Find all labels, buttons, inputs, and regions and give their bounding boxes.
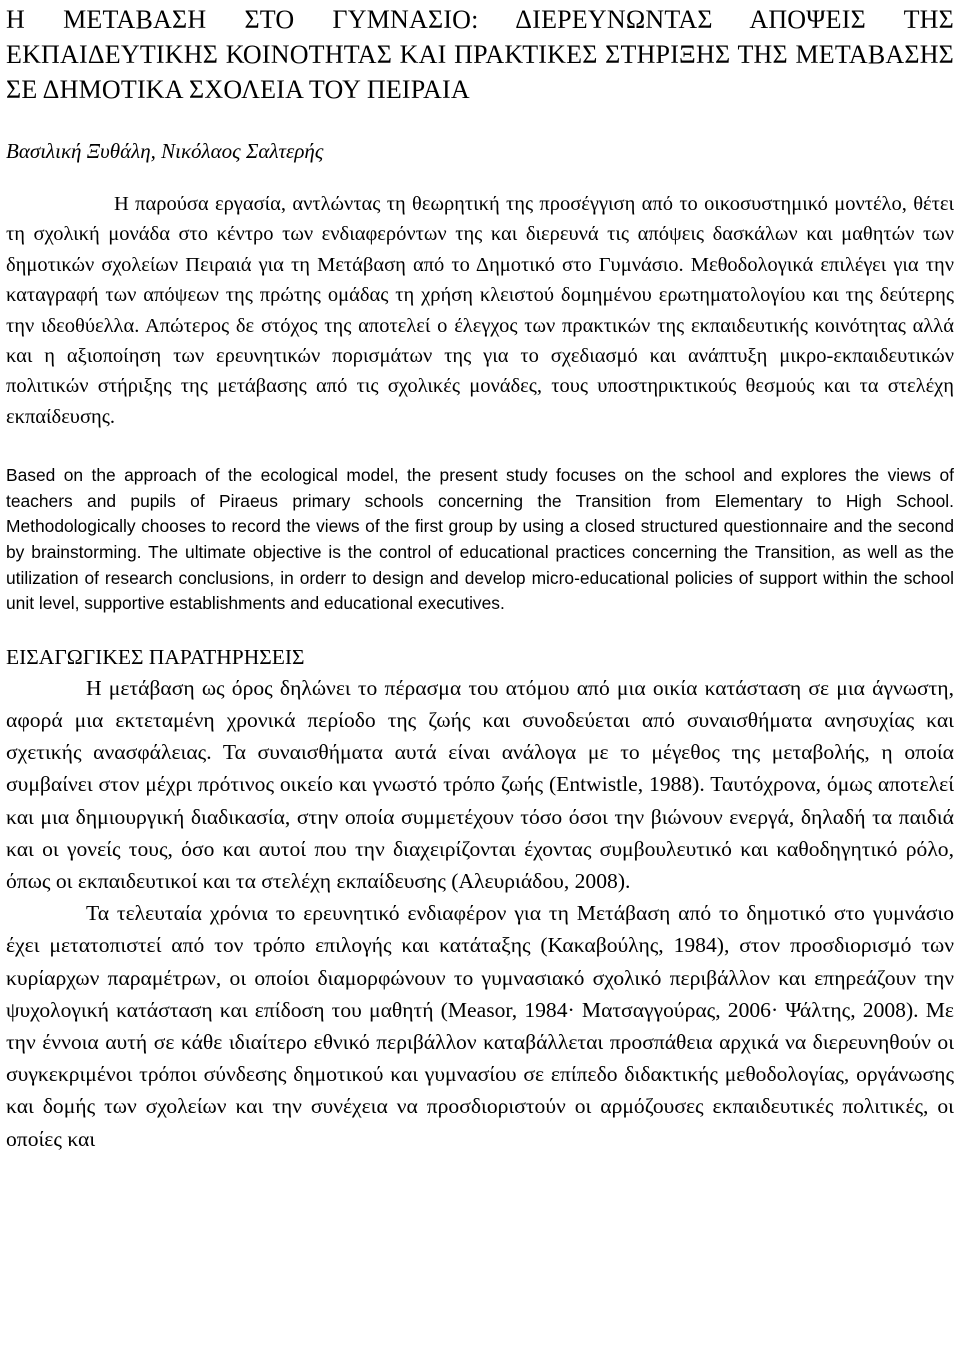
- abstract-greek: Η παρούσα εργασία, αντλώντας τη θεωρητική της προσέγγιση από το οικοσυστημικό μοντέλο, θέτει τη σχολική μονάδα στο κέντρο των ενδιαφερόντων της και διερευνά τις απόψεις δασκάλων και μαθητών των δημοτικών σχολείων Πειραιά για τη Μετάβαση από το Δημοτικό στο Γυμνάσιο. Μεθοδολογικά επιλέγει για την καταγραφή των απόψεων της πρώτης ομάδας τη χρήση κλειστού δομημένου ερωτηματολογίου και της δεύτερης την ιδεοθύελλα. Απώτερος δε στόχος της αποτελεί ο έλεγχος των πρακτικών της εκπαιδευτικής κοινότητας αλλά και η αξιοποίηση των ερευνητικών πορισμάτων της για το σχεδιασμό και ανάπτυξη μικρο-εκπαιδευτικών πολιτικών στήριξης της μετάβασης από τις σχολικές μονάδες, τους υποστηρικτικούς θεσμούς και τα στελέχη εκπαίδευσης.: [6, 193, 954, 428]
- paper-title: Η ΜΕΤΑΒΑΣΗ ΣΤΟ ΓΥΜΝΑΣΙΟ: ΔΙΕΡΕΥΝΩΝΤΑΣ ΑΠΟΨΕΙΣ ΤΗΣ ΕΚΠΑΙΔΕΥΤΙΚΗΣ ΚΟΙΝΟΤΗΤΑΣ ΚΑΙ ΠΡΑΚΤΙΚΕΣ ΣΤΗΡΙΞΗΣ ΤΗΣ ΜΕΤΑΒΑΣΗΣ ΣΕ ΔΗΜΟΤΙΚΑ ΣΧΟΛΕΙΑ ΤΟΥ ΠΕΙΡΑΙΑ: [6, 5, 954, 104]
- paper-page: [6, 0, 954, 1155]
- body-paragraph-1: Η μετάβαση ως όρος δηλώνει το πέρασμα του ατόμου από μια οικία κατάσταση σε μια άγνωστη, αφορά μια εκτεταμένη χρονικά περίοδο της ζωής και συνοδεύεται από συναισθήματα ανησυχίας και σχετικής ανασφάλειας. Τα συναισθήματα αυτά είναι ανάλογα με το μέγεθος της μεταβολής, η οποία συμβαίνει στον μέχρι πρότινος οικείο και γνωστό τρόπο ζωής (Entwistle, 1988). Ταυτόχρονα, όμως αποτελεί και μια δημιουργική διαδικασία, στην οποία συμμετέχουν τόσο όσοι την βιώνουν ενεργά, δηλαδή τα παιδιά και οι γονείς τους, όσο και αυτοί που την διαχειρίζονται έχοντας συμβουλευτικό και καθοδηγητικό ρόλο, όπως οι εκπαιδευτικοί και τα στελέχη εκπαίδευσης (Αλευριάδου, 2008).: [6, 675, 954, 894]
- paper-authors: Βασιλική Ξυθάλη, Νικόλαος Σαλτερής: [6, 139, 324, 163]
- abstract-english: Based on the approach of the ecological model, the present study focuses on the school and explores the views of teachers and pupils of Piraeus primary schools concerning the Transition from Elementary to High School. Methodologically chooses to record the views of the first group by using a closed structured questionnaire and the second by brainstorming. The ultimate objective is the control of educational practices concerning the Transition, as well as the utilization of research conclusions, in orderr to design and develop micro-educational policies of support within the school unit level, supportive establishments and educational executives.: [6, 465, 954, 614]
- section-heading: ΕΙΣΑΓΩΓΙΚΕΣ ΠΑΡΑΤΗΡΗΣΕΙΣ: [6, 644, 305, 669]
- body-paragraph-2: Τα τελευταία χρόνια το ερευνητικό ενδιαφέρον για τη Μετάβαση από το δημοτικό στο γυμνάσιο έχει μετατοπιστεί από τον τρόπο επιλογής και κατάταξης (Κακαβούλης, 1984), στον προσδιορισμό των κυρίαρχων παραμέτρων, οι οποίοι διαμορφώνουν το γυμνασιακό σχολικό περιβάλλον και επηρεάζουν την ψυχολογική κατάσταση και επίδοση του μαθητή (Measor, 1984· Ματσαγγούρας, 2006· Ψάλτης, 2008). Με την έννοια αυτή σε κάθε ιδιαίτερο εθνικό περιβάλλον καταβάλλεται προσπάθεια αρχικά να διερευνηθούν οι συγκεκριμένοι τρόποι σύνδεσης δημοτικού και γυμνασίου σε επίπεδο διδακτικής μεθοδολογίας, οργάνωσης και δομής των σχολείων και την συνέχεια να προσδιοριστούν οι αρμόζουσες εκπαιδευτικές πολιτικές, οι οποίες και: [6, 901, 954, 1151]
